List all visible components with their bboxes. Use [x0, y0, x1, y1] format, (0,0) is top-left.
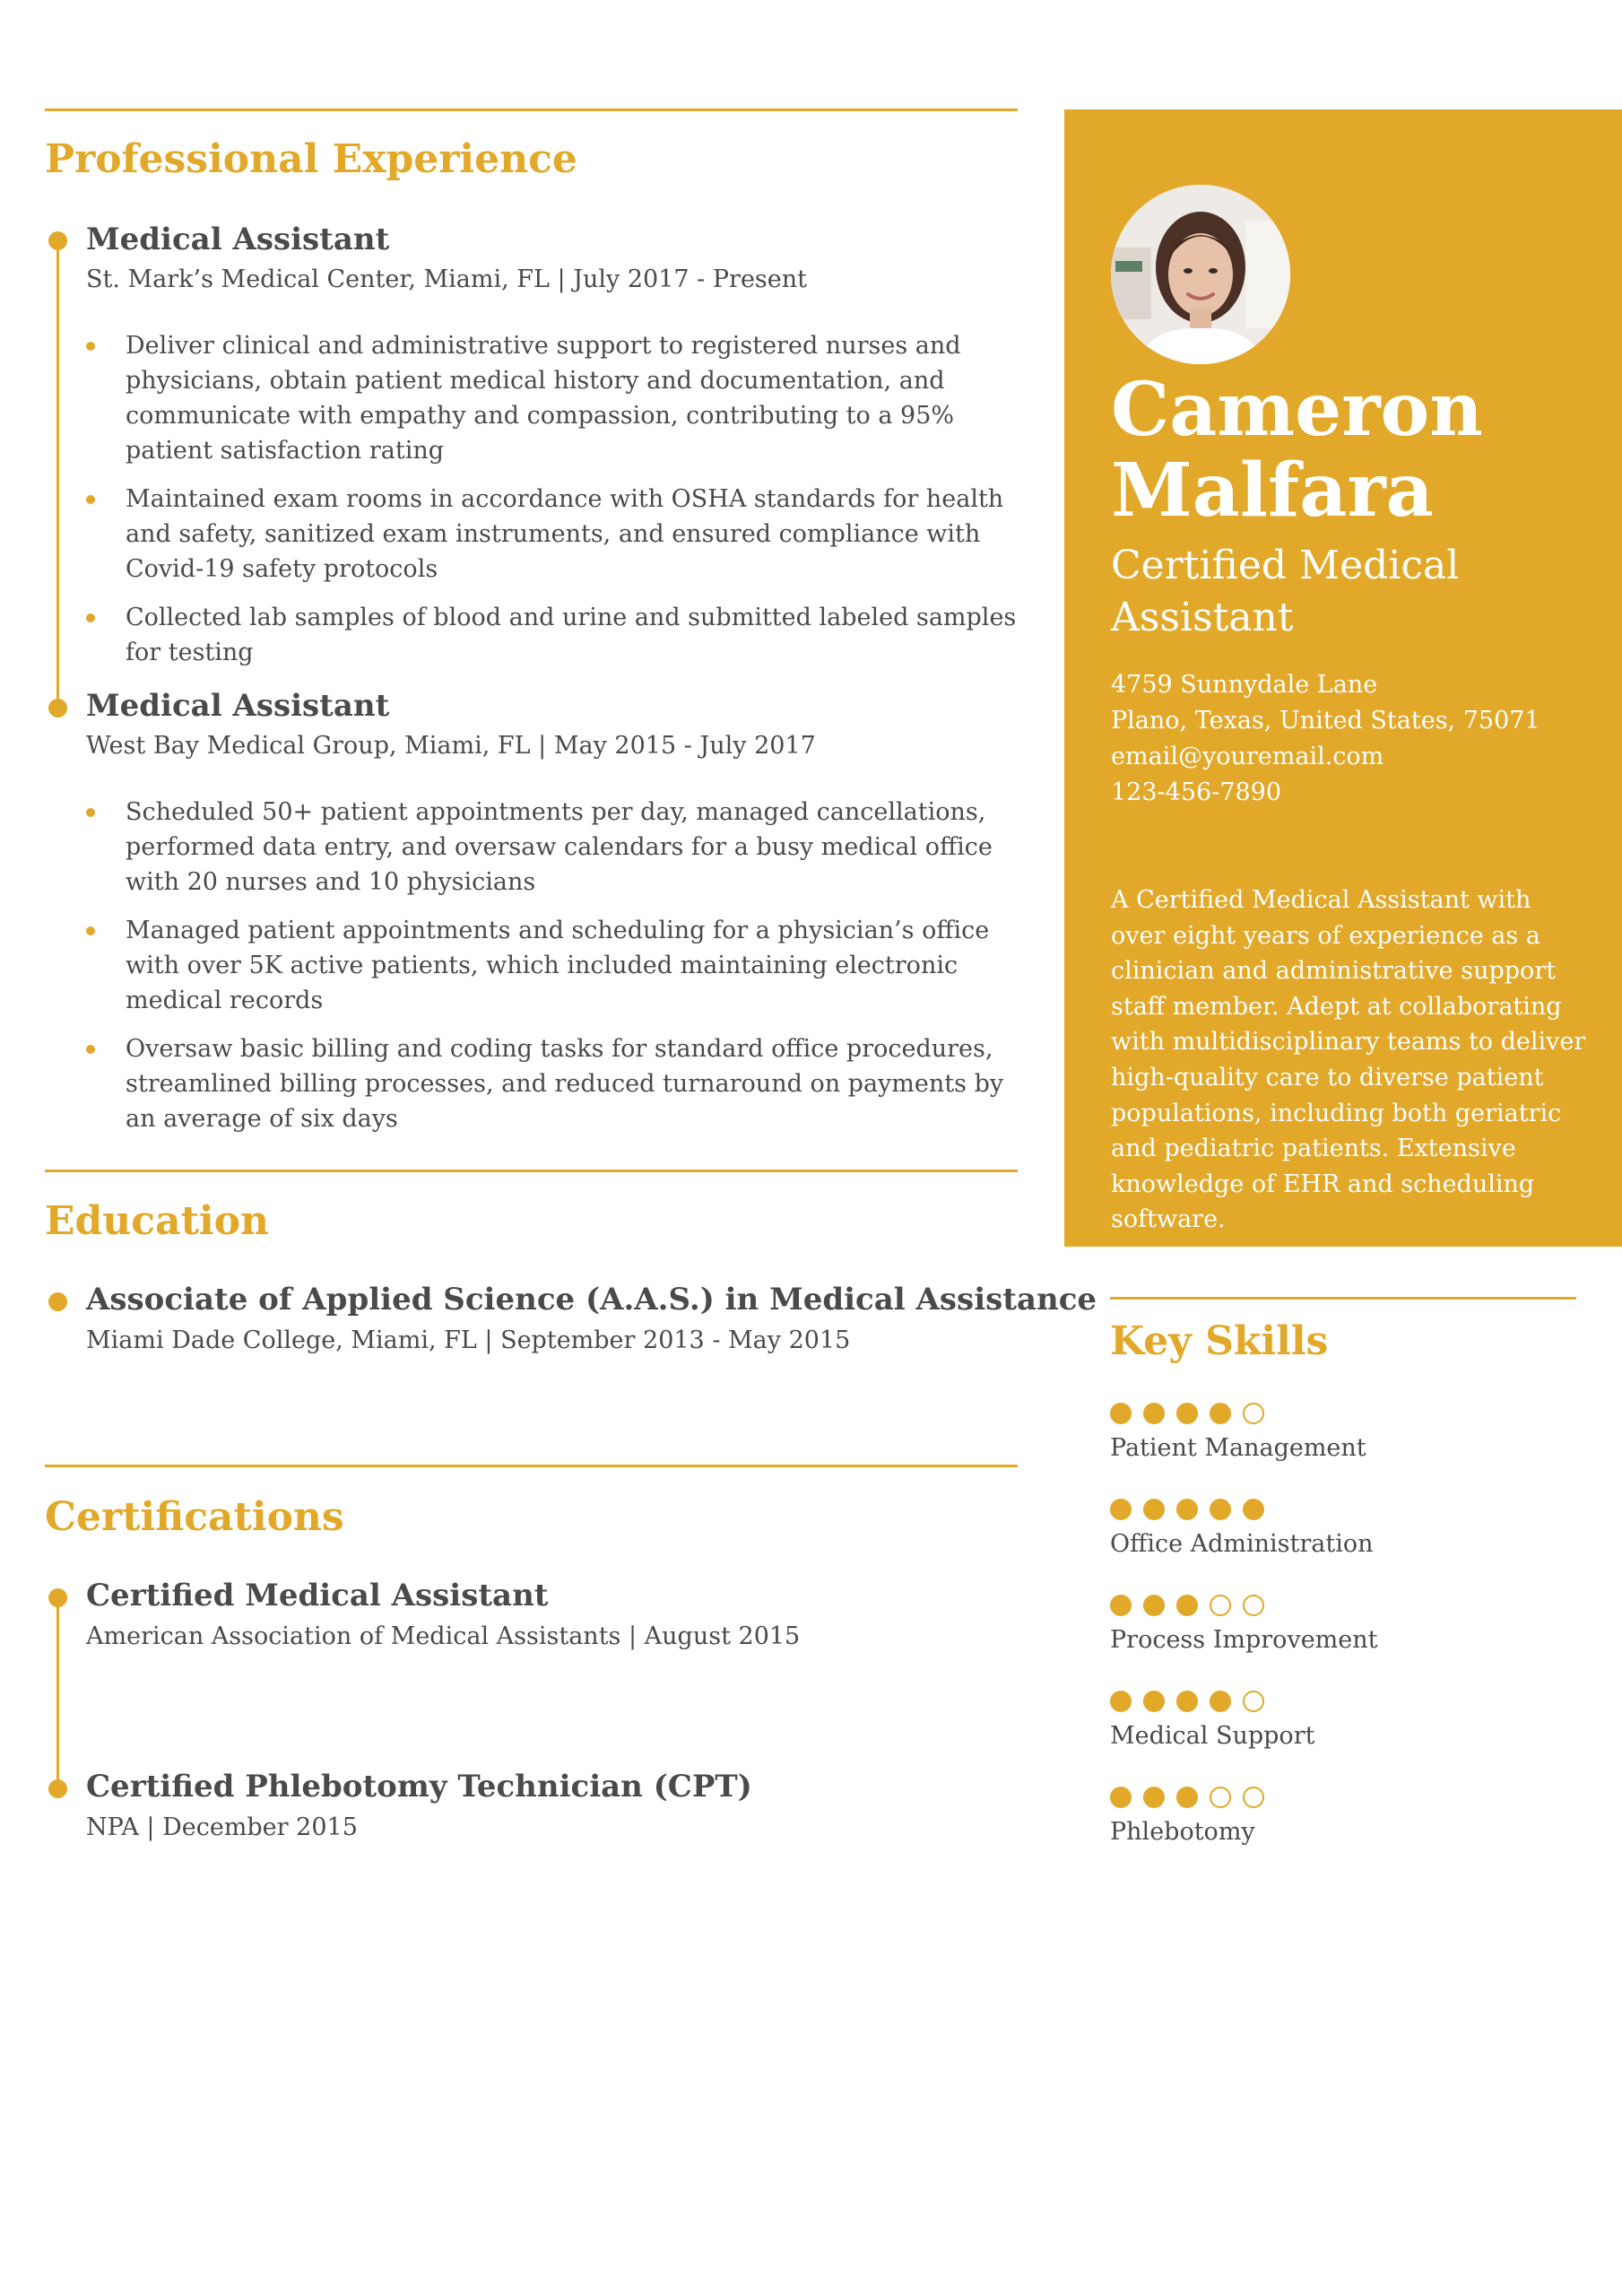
rating-dot-filled [1210, 1499, 1231, 1520]
rating-dot-filled [1110, 1499, 1132, 1520]
timeline-dot [48, 1292, 67, 1311]
bullet-dot [86, 613, 95, 622]
skill-item [1110, 1786, 1576, 1847]
skill-rating [1110, 1402, 1576, 1425]
skill-rating [1110, 1690, 1576, 1713]
skills-heading: Key Skills [1110, 1318, 1329, 1364]
rating-dot-filled [1110, 1787, 1132, 1808]
rating-dot-empty [1243, 1691, 1264, 1712]
experience-heading: Professional Experience [45, 136, 577, 182]
certification-meta: NPA | December 2015 [86, 1813, 358, 1841]
address-line: Plano, Texas, United States, 75071 [1111, 707, 1540, 735]
timeline-dot [48, 231, 67, 250]
list-item: Scheduled 50+ patient appointments per day, managed cancellations, performed data entry, and oversaw calendars for a busy medical office with 20 nurses and 10 physicians [86, 795, 1019, 900]
rating-dot-filled [1143, 1691, 1165, 1712]
list-item: Deliver clinical and administrative support to registered nurses and physicians, obtain patient medical history and documentation, and communicate with empathy and compassion, contributing to a 95% patient satisfaction rating [86, 328, 1019, 468]
skill-rating [1110, 1594, 1576, 1617]
skill-label: Office Administration [1110, 1530, 1374, 1558]
rating-dot-filled [1210, 1691, 1231, 1712]
skill-rating [1110, 1498, 1576, 1521]
rating-dot-filled [1110, 1691, 1132, 1712]
education-heading: Education [45, 1198, 269, 1244]
list-item: Oversaw basic billing and coding tasks for standard office procedures, streamlined billing processes, and reduced turnaround on payments by an average of six days [86, 1031, 1019, 1136]
bullet-dot [86, 342, 95, 351]
skill-item [1110, 1594, 1576, 1655]
rating-dot-filled [1143, 1403, 1165, 1424]
section-divider [45, 1465, 1018, 1467]
rating-dot-empty [1243, 1787, 1264, 1808]
certifications-timeline [56, 1598, 59, 1788]
candidate-name: Cameron Malfara [1111, 367, 1483, 534]
job-meta: St. Mark’s Medical Center, Miami, FL | July 2017 - Present [86, 265, 808, 293]
certification-title: Certified Phlebotomy Technician (CPT) [86, 1769, 752, 1805]
rating-dot-filled [1176, 1403, 1198, 1424]
rating-dot-filled [1176, 1499, 1198, 1520]
job-meta: West Bay Medical Group, Miami, FL | May 2015 - July 2017 [86, 732, 816, 760]
rating-dot-filled [1143, 1787, 1165, 1808]
rating-dot-empty [1243, 1403, 1264, 1424]
rating-dot-filled [1110, 1595, 1132, 1616]
avatar [1111, 185, 1290, 364]
rating-dot-filled [1176, 1787, 1198, 1808]
degree-title: Associate of Applied Science (A.A.S.) in Medical Assistance [86, 1282, 1097, 1318]
candidate-job-title: Certified Medical Assistant [1111, 543, 1460, 640]
list-item: Managed patient appointments and scheduling for a physician’s office with over 5K active patients, which included maintaining electronic medical records [86, 913, 1019, 1018]
skill-rating [1110, 1786, 1576, 1809]
rating-dot-filled [1176, 1691, 1198, 1712]
timeline-dot [48, 1779, 67, 1798]
skill-label: Process Improvement [1110, 1626, 1378, 1654]
section-divider [1110, 1297, 1576, 1300]
bullet-dot [86, 495, 95, 504]
bullet-dot [86, 926, 95, 935]
rating-dot-filled [1143, 1595, 1165, 1616]
job-bullets [86, 328, 1019, 670]
profile-panel [1064, 109, 1622, 1247]
timeline-dot [48, 699, 67, 718]
skill-label: Medical Support [1110, 1722, 1315, 1750]
skill-label: Phlebotomy [1110, 1818, 1255, 1846]
timeline-dot [48, 1588, 67, 1607]
certification-meta: American Association of Medical Assistants | August 2015 [86, 1622, 801, 1650]
job-title: Medical Assistant [86, 222, 390, 257]
contact-info [1111, 667, 1540, 811]
job-bullets [86, 795, 1019, 1136]
list-item: Collected lab samples of blood and urine and submitted labeled samples for testing [86, 600, 1019, 670]
experience-timeline [56, 242, 59, 709]
job-title: Medical Assistant [86, 688, 390, 724]
rating-dot-filled [1210, 1403, 1231, 1424]
skill-item [1110, 1690, 1576, 1751]
list-item: Maintained exam rooms in accordance with OSHA standards for health and safety, sanitized exam instruments, and ensured compliance with Covid-19 safety protocols [86, 482, 1019, 587]
certification-title: Certified Medical Assistant [86, 1578, 549, 1613]
skill-label: Patient Management [1110, 1434, 1366, 1462]
section-divider [45, 109, 1018, 111]
rating-dot-filled [1143, 1499, 1165, 1520]
bullet-dot [86, 1045, 95, 1054]
bullet-dot [86, 808, 95, 817]
rating-dot-empty [1243, 1595, 1264, 1616]
rating-dot-filled [1176, 1595, 1198, 1616]
rating-dot-filled [1110, 1403, 1132, 1424]
section-divider [45, 1170, 1018, 1172]
certifications-heading: Certifications [45, 1494, 344, 1540]
rating-dot-filled [1243, 1499, 1264, 1520]
email-text[interactable]: email@youremail.com [1111, 743, 1384, 770]
rating-dot-empty [1210, 1787, 1231, 1808]
skill-item [1110, 1402, 1576, 1463]
skill-item [1110, 1498, 1576, 1559]
phone-text[interactable]: 123-456-7890 [1111, 778, 1282, 806]
rating-dot-empty [1210, 1595, 1231, 1616]
profile-summary: A Certified Medical Assistant with over eight years of experience as a clinician and administrative support staff member. Adept at collaborating with multidisciplinary teams to deliver high-quality care to diverse patient populations, including both geriatric and pediatric patients. Extensive knowledge of EHR and scheduling software. [1111, 886, 1586, 1234]
address-line: 4759 Sunnydale Lane [1111, 671, 1378, 699]
profile-photo-icon [1111, 185, 1290, 364]
education-meta: Miami Dade College, Miami, FL | September 2013 - May 2015 [86, 1326, 851, 1354]
